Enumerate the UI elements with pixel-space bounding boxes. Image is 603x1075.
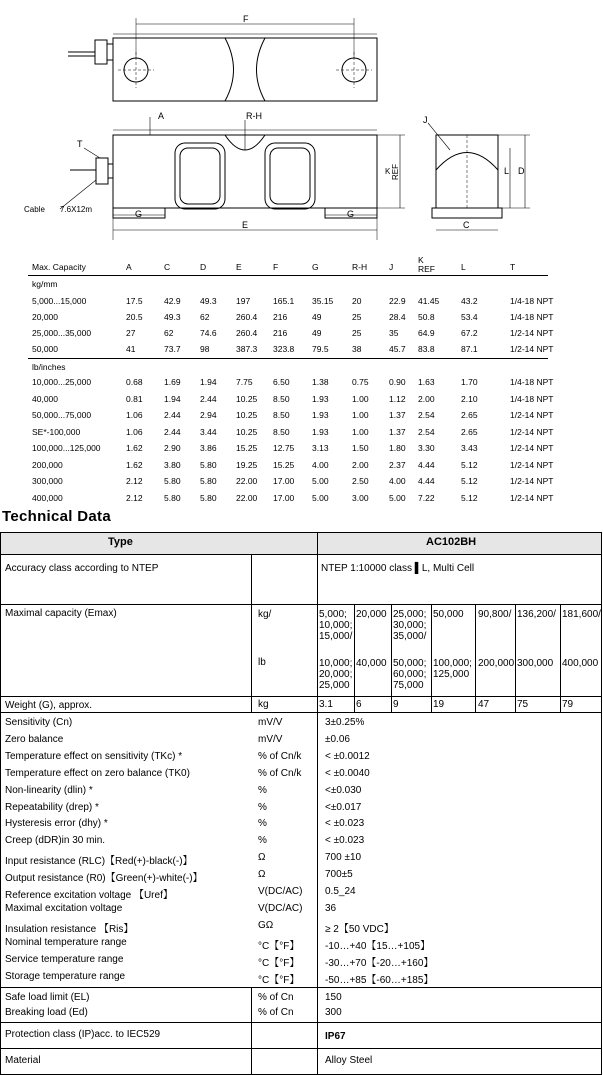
table-cell: 38 xyxy=(352,344,362,354)
protection-label: Protection class (IP)acc. to IEC529 xyxy=(5,1029,161,1040)
table-cell: 197 xyxy=(236,296,251,306)
page-title: Technical Data xyxy=(2,508,111,525)
table-cell: C xyxy=(164,262,171,272)
table-cell: 5.12 xyxy=(461,476,478,486)
table-cell: 2.44 xyxy=(164,410,181,420)
capacity-lb-cell: 200,000 xyxy=(478,658,515,669)
spec-value: <±0.017 xyxy=(325,801,362,813)
top-view xyxy=(68,18,377,101)
table-cell: 260.4 xyxy=(236,328,258,338)
table-cell: 62 xyxy=(164,328,174,338)
spec-value: -50…+85【-60…+185】 xyxy=(325,974,434,986)
spec-value: 0.5_24 xyxy=(325,886,356,897)
spec-value: 150 xyxy=(325,992,342,1003)
table-cell: 5.80 xyxy=(200,476,217,486)
table-cell: 50.8 xyxy=(418,312,435,322)
dim-label-d: D xyxy=(518,166,525,176)
table-cell: 100,000...125,000 xyxy=(32,443,101,453)
table-cell: 2.90 xyxy=(164,443,181,453)
weight-cell: 47 xyxy=(478,699,490,710)
table-cell: kg/mm xyxy=(32,279,58,289)
table-cell: 1/2-14 NPT xyxy=(510,344,554,354)
dim-label-ref: REF xyxy=(391,164,400,180)
table-row xyxy=(0,427,603,441)
table-cell: 20,000 xyxy=(32,312,58,322)
weight-cell: 79 xyxy=(562,699,574,710)
end-view xyxy=(428,123,530,230)
table-row xyxy=(0,493,603,507)
cable-spec: 7.6X12m xyxy=(60,205,93,214)
spec-label: Service temperature range xyxy=(5,953,124,965)
capacity-label: Maximal capacity (Emax) xyxy=(5,608,117,619)
table-cell: 2.00 xyxy=(352,459,369,470)
table-cell: 1.38 xyxy=(312,377,329,387)
table-cell: 53.4 xyxy=(461,312,478,322)
spec-label: Creep (dDR)in 30 min. xyxy=(5,835,106,847)
spec-unit: % xyxy=(258,801,267,813)
table-cell: 15.25 xyxy=(273,459,295,470)
table-cell: 2.65 xyxy=(461,410,478,420)
table-cell: 4.00 xyxy=(312,459,329,470)
dim-label-g-right: G xyxy=(347,209,355,219)
table-row xyxy=(0,443,603,457)
spec-label: Safe load limit (EL) xyxy=(5,992,90,1003)
unit-row-lb xyxy=(0,362,603,376)
table-cell: 22.00 xyxy=(236,476,258,486)
spec-unit: Ω xyxy=(258,869,266,881)
spec-value: 300 xyxy=(325,1007,342,1018)
table-cell: 67.2 xyxy=(461,328,478,338)
table-cell: 8.50 xyxy=(273,426,290,437)
table-cell: 1/4-18 NPT xyxy=(510,296,554,306)
table-cell: 43.2 xyxy=(461,296,478,306)
table-cell: 15.25 xyxy=(236,443,258,453)
table-cell: 19.25 xyxy=(236,459,258,470)
spec-value: < ±0.023 xyxy=(325,835,365,847)
table-row xyxy=(0,460,603,474)
table-cell: 45.7 xyxy=(389,344,406,354)
table-cell: 6.50 xyxy=(273,377,290,387)
table-cell: 25,000...35,000 xyxy=(32,328,92,338)
weight-cell: 75 xyxy=(517,699,529,710)
capacity-unit-lb: lb xyxy=(258,657,266,668)
spec-value: 700 ±10 xyxy=(325,852,362,864)
table-row xyxy=(0,476,603,490)
table-cell: 87.1 xyxy=(461,344,478,354)
table-cell: 10.25 xyxy=(236,426,258,437)
capacity-lb-cell: 40,000 xyxy=(356,658,387,669)
table-cell: 4.44 xyxy=(418,459,435,470)
table-cell: 8.50 xyxy=(273,393,290,404)
table-cell: 3.43 xyxy=(461,443,478,453)
table-cell: 27 xyxy=(126,328,136,338)
spec-value: 36 xyxy=(325,902,337,914)
table-cell: 2.54 xyxy=(418,410,435,420)
capacity-kg-cell: 136,200/ xyxy=(517,609,556,620)
dim-label-k: K xyxy=(385,167,391,176)
side-view xyxy=(60,117,405,240)
table-cell: 20 xyxy=(352,296,362,306)
spec-label: Non-linearity (dlin) * xyxy=(5,784,93,796)
table-cell: 22.9 xyxy=(389,296,406,306)
table-cell: 20.5 xyxy=(126,312,143,322)
dim-label-l: L xyxy=(504,166,510,176)
spec-label: Nominal temperature range xyxy=(5,936,127,948)
table-cell: 2.50 xyxy=(352,476,369,486)
table-cell: G xyxy=(312,262,319,272)
table-cell: R-H xyxy=(352,262,368,272)
table-cell: 35 xyxy=(389,328,399,338)
table-cell: 3.30 xyxy=(418,443,435,453)
spec-label: Zero balance xyxy=(5,733,64,745)
table-cell: F xyxy=(273,262,279,272)
spec-unit: °C【°F】 xyxy=(258,940,300,952)
table-cell: 2.00 xyxy=(418,393,435,404)
spec-unit: % of Cn/k xyxy=(258,750,302,762)
load-cell-drawing xyxy=(0,0,603,255)
table-cell: 50,000...75,000 xyxy=(32,410,92,420)
model-name: AC102BH xyxy=(426,536,477,548)
spec-value: < ±0.0012 xyxy=(325,750,370,762)
spec-label: Sensitivity (Cn) xyxy=(5,717,73,728)
table-cell: 1.80 xyxy=(389,443,406,453)
table-cell: L xyxy=(461,262,466,272)
table-cell: 49.3 xyxy=(164,312,181,322)
table-cell: 35.15 xyxy=(312,296,334,306)
table-cell: 22.00 xyxy=(236,492,258,503)
dim-label-g-left: G xyxy=(135,209,143,219)
table-cell: 5.00 xyxy=(312,492,329,503)
protection-value: IP67 xyxy=(325,1031,346,1042)
table-cell: 50,000 xyxy=(32,344,58,354)
table-row xyxy=(0,394,603,408)
table-cell: 49 xyxy=(312,328,322,338)
table-row xyxy=(0,377,603,391)
table-cell: 17.00 xyxy=(273,492,295,503)
dim-label-a: A xyxy=(158,111,165,121)
dim-label-e: E xyxy=(242,220,249,230)
technical-data-table xyxy=(0,532,602,1075)
table-row xyxy=(0,344,603,358)
table-cell: 3.00 xyxy=(352,492,369,503)
table-cell: 1.06 xyxy=(126,410,143,420)
table-cell: 3.44 xyxy=(200,426,217,437)
table-cell: D xyxy=(200,262,207,272)
table-cell: 1.70 xyxy=(461,377,478,387)
spec-label: Output resistance (R0)【Green(+)-white(-)】 xyxy=(5,873,203,885)
capacity-kg-cell: 90,800/ xyxy=(478,609,512,620)
table-row xyxy=(0,328,603,342)
table-cell: 2.54 xyxy=(418,426,435,437)
spec-value: <±0.030 xyxy=(325,784,362,796)
spec-label: Insulation resistance 【Ris】 xyxy=(5,923,134,935)
capacity-lb-cell: 100,000; 125,000 xyxy=(433,658,472,680)
table-cell: 0.75 xyxy=(352,377,369,387)
table-cell: 5,000...15,000 xyxy=(32,296,87,306)
table-cell: J xyxy=(389,262,394,272)
table-cell: 10.25 xyxy=(236,393,258,404)
spec-unit: V(DC/AC) xyxy=(258,886,303,897)
spec-label: Repeatability (drep) * xyxy=(5,801,99,813)
table-cell: 7.75 xyxy=(236,377,253,387)
table-cell: 260.4 xyxy=(236,312,258,322)
table-cell: 387.3 xyxy=(236,344,258,354)
spec-label: Temperature effect on zero balance (TK0) xyxy=(5,767,190,779)
table-cell: 1/2-14 NPT xyxy=(510,426,554,437)
table-cell: 5.80 xyxy=(200,492,217,503)
table-cell: 74.6 xyxy=(200,328,217,338)
table-cell: 49.3 xyxy=(200,296,217,306)
table-cell: 2.44 xyxy=(200,393,217,404)
table-header-row xyxy=(0,255,603,276)
table-cell: 5.80 xyxy=(164,476,181,486)
table-cell: 3.86 xyxy=(200,443,217,453)
table-cell: 1.93 xyxy=(312,426,329,437)
spec-unit: % xyxy=(258,835,267,847)
table-cell: 1.62 xyxy=(126,459,143,470)
spec-unit: °C【°F】 xyxy=(258,957,300,969)
weight-cell: 3.1 xyxy=(319,699,333,710)
capacity-kg-cell: 50,000 xyxy=(433,609,464,620)
spec-unit: V(DC/AC) xyxy=(258,902,303,914)
table-cell: 1.12 xyxy=(389,393,406,404)
material-value: Alloy Steel xyxy=(325,1055,373,1066)
dim-label-t: T xyxy=(77,139,83,149)
table-cell: 1.63 xyxy=(418,377,435,387)
spec-label: Breaking load (Ed) xyxy=(5,1007,88,1018)
spec-label: Maximal excitation voltage xyxy=(5,902,123,914)
table-cell: 1.94 xyxy=(164,393,181,404)
table-cell: 216 xyxy=(273,328,288,338)
table-cell: 1.00 xyxy=(352,410,369,420)
capacity-lb-cell: 10,000; 20,000; 25,000 xyxy=(319,658,353,691)
capacity-lb-cell: 400,000 xyxy=(562,658,599,669)
table-cell: 2.44 xyxy=(164,426,181,437)
table-cell: 40,000 xyxy=(32,393,58,404)
table-cell: 0.68 xyxy=(126,377,143,387)
table-cell: 1/2-14 NPT xyxy=(510,328,554,338)
table-cell: 1/2-14 NPT xyxy=(510,459,554,470)
table-cell: 10,000...25,000 xyxy=(32,377,92,387)
table-row xyxy=(0,410,603,424)
spec-value: 3±0.25% xyxy=(325,717,365,728)
dim-label-f: F xyxy=(243,14,249,24)
table-cell: 98 xyxy=(200,344,210,354)
spec-label: Temperature effect on sensitivity (TKc) * xyxy=(5,750,183,762)
table-cell: 1.94 xyxy=(200,377,217,387)
table-cell: 1.37 xyxy=(389,410,406,420)
table-row xyxy=(0,312,603,326)
table-cell: 165.1 xyxy=(273,296,295,306)
table-cell: 1/2-14 NPT xyxy=(510,476,554,486)
capacity-kg-cell: 20,000 xyxy=(356,609,387,620)
dim-label-rh: R-H xyxy=(246,111,262,121)
spec-unit: mV/V xyxy=(258,733,283,745)
type-label: Type xyxy=(108,536,133,548)
table-cell: 17.00 xyxy=(273,476,295,486)
table-cell: 0.81 xyxy=(126,393,143,404)
table-cell: 49 xyxy=(312,312,322,322)
table-cell: 62 xyxy=(200,312,210,322)
spec-unit: GΩ xyxy=(258,919,274,931)
table-row xyxy=(0,296,603,310)
table-cell: 200,000 xyxy=(32,459,63,470)
table-cell: 12.75 xyxy=(273,443,295,453)
table-cell: lb/inches xyxy=(32,362,66,372)
spec-value: 700±5 xyxy=(325,869,353,881)
spec-label: Reference excitation voltage 【Uref】 xyxy=(5,890,173,901)
spec-unit: °C【°F】 xyxy=(258,974,300,986)
table-cell: 1.93 xyxy=(312,410,329,420)
capacity-lb-cell: 300,000 xyxy=(517,658,554,669)
table-cell: 0.90 xyxy=(389,377,406,387)
table-cell: 1.37 xyxy=(389,426,406,437)
table-cell: 1.50 xyxy=(352,443,369,453)
table-cell: 8.50 xyxy=(273,410,290,420)
table-cell: 400,000 xyxy=(32,492,63,503)
spec-unit: % of Cn/k xyxy=(258,767,302,779)
table-cell: REF xyxy=(418,264,435,274)
table-cell: 3.13 xyxy=(312,443,329,453)
weight-cell: 9 xyxy=(393,699,399,710)
table-cell: 2.94 xyxy=(200,410,217,420)
material-label: Material xyxy=(5,1055,41,1066)
spec-label: Input resistance (RLC)【Red(+)-black(-)】 xyxy=(5,856,193,868)
table-cell: 5.12 xyxy=(461,492,478,503)
spec-value: ±0.06 xyxy=(325,733,350,745)
table-cell: 4.00 xyxy=(389,476,406,486)
table-cell: 323.8 xyxy=(273,344,295,354)
accuracy-value: NTEP 1:10000 class ▌L, Multi Cell xyxy=(321,563,475,574)
table-cell: 2.12 xyxy=(126,476,143,486)
table-cell: 300,000 xyxy=(32,476,63,486)
unit-row-kg xyxy=(0,279,603,293)
dim-label-c: C xyxy=(463,220,470,230)
capacity-unit-kg: kg/ xyxy=(258,609,272,620)
table-cell: T xyxy=(510,262,516,272)
table-cell: 1/4-18 NPT xyxy=(510,377,554,387)
table-cell: 7.22 xyxy=(418,492,435,503)
table-cell: 1.00 xyxy=(352,393,369,404)
cable-label: Cable xyxy=(24,205,45,214)
spec-unit: % of Cn xyxy=(258,1007,294,1018)
table-cell: 1/2-14 NPT xyxy=(510,492,554,503)
table-cell: 83.8 xyxy=(418,344,435,354)
table-cell: 28.4 xyxy=(389,312,406,322)
type-header-bar xyxy=(0,532,602,554)
capacity-kg-cell: 5,000; 10,000; 15,000/ xyxy=(319,609,353,642)
table-cell: 216 xyxy=(273,312,288,322)
table-cell: 41 xyxy=(126,344,136,354)
table-cell: 1.06 xyxy=(126,426,143,437)
accuracy-label: Accuracy class according to NTEP xyxy=(5,563,159,574)
table-cell: 3.80 xyxy=(164,459,181,470)
weight-cell: 19 xyxy=(433,699,445,710)
table-cell: E xyxy=(236,262,242,272)
table-cell: 5.00 xyxy=(389,492,406,503)
spec-value: -30…+70【-20…+160】 xyxy=(325,957,434,969)
table-cell: 5.80 xyxy=(200,459,217,470)
table-cell: 25 xyxy=(352,328,362,338)
spec-unit: % xyxy=(258,784,267,796)
table-cell: Max. Capacity xyxy=(32,262,86,272)
weight-cell: 6 xyxy=(356,699,362,710)
table-cell: 1.00 xyxy=(352,426,369,437)
table-cell: K xyxy=(418,255,424,265)
spec-label: Storage temperature range xyxy=(5,970,126,982)
table-cell: 2.12 xyxy=(126,492,143,503)
dim-label-j: J xyxy=(423,115,428,125)
table-cell: 10.25 xyxy=(236,410,258,420)
table-cell: A xyxy=(126,262,132,272)
spec-unit: Ω xyxy=(258,852,266,864)
spec-value: ≥ 2【50 VDC】 xyxy=(325,923,394,935)
weight-unit: kg xyxy=(258,699,269,710)
capacity-kg-cell: 181,600/ xyxy=(562,609,601,620)
table-cell: 1.62 xyxy=(126,443,143,453)
table-cell: 1.69 xyxy=(164,377,181,387)
table-cell: 1/4-18 NPT xyxy=(510,393,554,404)
table-cell: 5.80 xyxy=(164,492,181,503)
spec-label: Hysteresis error (dhy) * xyxy=(5,818,108,830)
table-cell: 2.37 xyxy=(389,459,406,470)
spec-value: -10…+40【15…+105】 xyxy=(325,940,431,952)
table-cell: 73.7 xyxy=(164,344,181,354)
spec-unit: % of Cn xyxy=(258,992,294,1003)
table-cell: 64.9 xyxy=(418,328,435,338)
spec-unit: % xyxy=(258,818,267,830)
table-cell: SE*-100,000 xyxy=(32,426,81,437)
table-cell: 2.10 xyxy=(461,393,478,404)
capacity-lb-cell: 50,000; 60,000; 75,000 xyxy=(393,658,427,691)
table-cell: 41.45 xyxy=(418,296,440,306)
table-cell: 79.5 xyxy=(312,344,329,354)
spec-value: < ±0.0040 xyxy=(325,767,370,779)
weight-label: Weight (G), approx. xyxy=(5,700,93,711)
spec-unit: mV/V xyxy=(258,717,283,728)
table-cell: 4.44 xyxy=(418,476,435,486)
table-cell: 5.12 xyxy=(461,459,478,470)
table-cell: 2.65 xyxy=(461,426,478,437)
capacity-kg-cell: 25,000; 30,000; 35,000/ xyxy=(393,609,427,642)
table-cell: 25 xyxy=(352,312,362,322)
table-cell: 1/2-14 NPT xyxy=(510,443,554,453)
table-cell: 1/2-14 NPT xyxy=(510,410,554,420)
table-cell: 42.9 xyxy=(164,296,181,306)
table-cell: 1/4-18 NPT xyxy=(510,312,554,322)
table-cell: 5.00 xyxy=(312,476,329,486)
table-cell: 17.5 xyxy=(126,296,143,306)
spec-value: < ±0.023 xyxy=(325,818,365,830)
table-cell: 1.93 xyxy=(312,393,329,404)
